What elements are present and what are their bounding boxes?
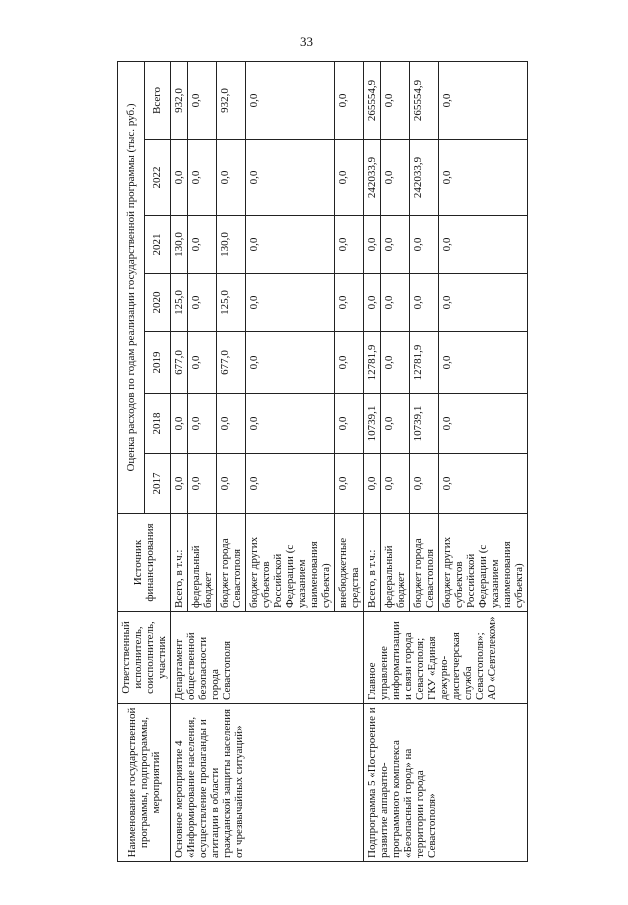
value-cell: 130,0 <box>171 216 188 274</box>
header-year: 2018 <box>144 394 171 454</box>
source-cell: внебюджетные средства <box>335 514 364 612</box>
source-cell: бюджет других субъектов Российской Федерации (с указанием наименования субъекта) <box>246 514 335 612</box>
value-cell: 0,0 <box>188 274 217 332</box>
source-cell: Всего, в т.ч.: <box>171 514 188 612</box>
value-cell: 0,0 <box>364 454 381 514</box>
value-cell: 0,0 <box>188 140 217 216</box>
value-cell: 0,0 <box>188 454 217 514</box>
source-cell: бюджет города Севастополя <box>410 514 439 612</box>
source-cell: федеральный бюджет <box>188 514 217 612</box>
value-cell: 10739,1 <box>410 394 439 454</box>
value-cell: 0,0 <box>381 274 410 332</box>
value-cell: 0,0 <box>364 216 381 274</box>
total-cell: 932,0 <box>217 62 246 140</box>
value-cell: 12781,9 <box>364 332 381 394</box>
total-cell: 0,0 <box>188 62 217 140</box>
source-cell: федеральный бюджет <box>381 514 410 612</box>
value-cell: 0,0 <box>381 216 410 274</box>
value-cell: 0,0 <box>246 274 335 332</box>
value-cell: 242033,9 <box>364 140 381 216</box>
value-cell: 0,0 <box>246 394 335 454</box>
header-responsible: Ответственный исполнитель, соисполнитель, участник <box>118 612 171 704</box>
value-cell: 0,0 <box>381 454 410 514</box>
value-cell: 0,0 <box>381 140 410 216</box>
total-cell: 265554,9 <box>364 62 381 140</box>
header-year: 2017 <box>144 454 171 514</box>
value-cell: 0,0 <box>188 216 217 274</box>
total-cell: 265554,9 <box>410 62 439 140</box>
header-year: 2021 <box>144 216 171 274</box>
value-cell: 0,0 <box>410 216 439 274</box>
responsible-cell: Департамент общественной безопасности города Севастополя <box>171 612 364 704</box>
value-cell: 677,0 <box>217 332 246 394</box>
value-cell: 130,0 <box>217 216 246 274</box>
value-cell: 0,0 <box>217 394 246 454</box>
value-cell: 0,0 <box>439 394 528 454</box>
value-cell: 0,0 <box>217 454 246 514</box>
value-cell: 0,0 <box>188 394 217 454</box>
header-year: 2019 <box>144 332 171 394</box>
value-cell: 242033,9 <box>410 140 439 216</box>
header-name: Наименование государственной программы, подпрограммы, мероприятий <box>118 704 171 862</box>
value-cell: 0,0 <box>335 394 364 454</box>
total-cell: 0,0 <box>381 62 410 140</box>
responsible-cell: Главное управление информатизации и связи города Севастополя; ГКУ «Единая дежурно-диспетчерская служба Севастополя»; АО «Севтелеком» <box>364 612 528 704</box>
header-estimate: Оценка расходов по годам реализации государственной программы (тыс. руб.) <box>118 62 145 514</box>
value-cell: 0,0 <box>335 454 364 514</box>
value-cell: 12781,9 <box>410 332 439 394</box>
value-cell: 0,0 <box>335 332 364 394</box>
value-cell: 0,0 <box>188 332 217 394</box>
value-cell: 0,0 <box>439 274 528 332</box>
value-cell: 0,0 <box>335 274 364 332</box>
value-cell: 0,0 <box>246 332 335 394</box>
header-year: 2022 <box>144 140 171 216</box>
source-cell: Всего, в т.ч.: <box>364 514 381 612</box>
value-cell: 0,0 <box>246 216 335 274</box>
value-cell: 0,0 <box>246 454 335 514</box>
value-cell: 0,0 <box>171 140 188 216</box>
value-cell: 0,0 <box>335 216 364 274</box>
value-cell: 0,0 <box>439 332 528 394</box>
program-name-cell: Основное мероприятие 4 «Информирование населения, осуществление пропаганды и агитации в области гражданской защиты населения от чрезвычайных ситуаций» <box>171 704 364 862</box>
value-cell: 0,0 <box>439 140 528 216</box>
value-cell: 0,0 <box>439 216 528 274</box>
value-cell: 0,0 <box>171 454 188 514</box>
header-year: 2020 <box>144 274 171 332</box>
value-cell: 0,0 <box>410 454 439 514</box>
source-cell: бюджет других субъектов Российской Федерации (с указанием наименования субъекта) <box>439 514 528 612</box>
value-cell: 0,0 <box>364 274 381 332</box>
source-cell: бюджет города Севастополя <box>217 514 246 612</box>
table-row <box>364 62 381 862</box>
value-cell: 677,0 <box>171 332 188 394</box>
value-cell: 0,0 <box>217 140 246 216</box>
value-cell: 10739,1 <box>364 394 381 454</box>
total-cell: 0,0 <box>335 62 364 140</box>
program-name-cell: Подпрограмма 5 «Построение и развитие аппаратно-программного комплекса «Безопасный город» на территории города Севастополя» <box>364 704 528 862</box>
value-cell: 0,0 <box>410 274 439 332</box>
value-cell: 0,0 <box>381 394 410 454</box>
total-cell: 0,0 <box>246 62 335 140</box>
value-cell: 0,0 <box>335 140 364 216</box>
header-source: Источник финансирования <box>118 514 171 612</box>
header-total: Всего <box>144 62 171 140</box>
budget-table <box>117 61 528 862</box>
value-cell: 0,0 <box>439 454 528 514</box>
value-cell: 0,0 <box>171 394 188 454</box>
value-cell: 125,0 <box>217 274 246 332</box>
value-cell: 0,0 <box>381 332 410 394</box>
total-cell: 932,0 <box>171 62 188 140</box>
page-number: 33 <box>300 34 313 49</box>
value-cell: 0,0 <box>246 140 335 216</box>
table-row <box>171 62 188 862</box>
total-cell: 0,0 <box>439 62 528 140</box>
value-cell: 125,0 <box>171 274 188 332</box>
rotated-table-container <box>117 62 547 862</box>
